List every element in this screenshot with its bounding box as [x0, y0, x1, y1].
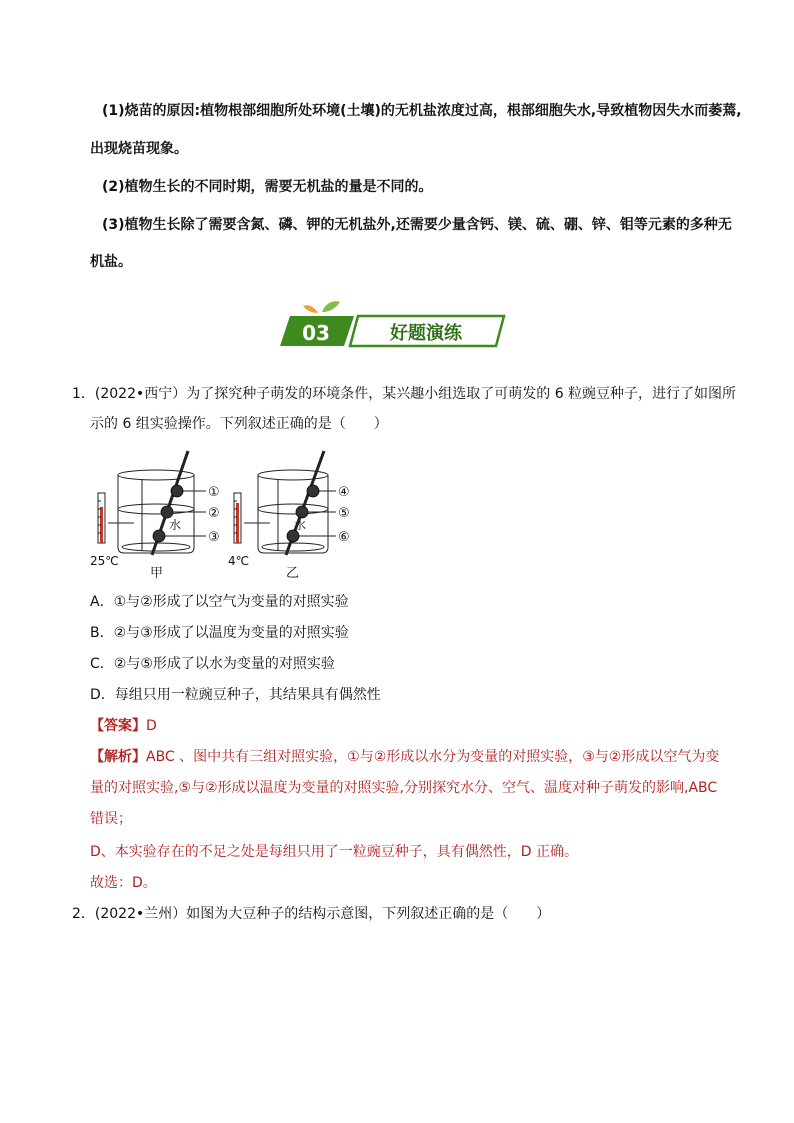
note-2: (2)植物生长的不同时期，需要无机盐的量是不同的。	[102, 179, 433, 195]
water-label-right: 水	[294, 518, 307, 532]
q1-analysis-line-2: 量的对照实验,⑤与②形成以温度为变量的对照实验,分别探究水分、空气、温度对种子萌发的影响,ABC	[90, 780, 718, 796]
q1-option-a: A．①与②形成了以空气为变量的对照实验	[90, 594, 349, 610]
marker-2: ②	[208, 506, 220, 521]
note-1-line-1: (1)烧苗的原因:植物根部细胞所处环境(土壤)的无机盐浓度过高，根部细胞失水,导致植物因失水而萎蔫,	[102, 103, 742, 119]
q1-answer	[90, 716, 157, 736]
banner-title: 好题演练	[390, 323, 462, 344]
banner-number: 03	[302, 321, 330, 345]
seed-5	[296, 506, 308, 518]
q1-option-b: B．②与③形成了以温度为变量的对照实验	[90, 625, 349, 641]
seed-2	[161, 506, 173, 518]
q1-analysis-line-1	[90, 747, 719, 767]
note-3-line-2: 机盐。	[90, 254, 132, 270]
answer-label: 【答案】	[90, 718, 146, 734]
figure-label-right: 乙	[286, 566, 300, 581]
seed-3	[153, 530, 165, 542]
q2-stem: 2．(2022•兰州）如图为大豆种子的结构示意图，下列叙述正确的是（ ）	[72, 906, 551, 922]
seed-4	[307, 485, 319, 497]
temp-label-left: 25℃	[90, 554, 119, 568]
marker-3: ③	[208, 530, 220, 545]
analysis-text-1: ABC 、图中共有三组对照实验，①与②形成以水分为变量的对照实验，③与②形成以空气为变	[146, 749, 720, 765]
marker-1: ①	[208, 485, 220, 500]
note-1-line-2: 出现烧苗现象。	[90, 141, 188, 157]
q1-analysis-line-4: D、本实验存在的不足之处是每组只用了一粒豌豆种子，具有偶然性，D 正确。	[90, 844, 579, 860]
water-label-left: 水	[169, 518, 182, 532]
marker-6: ⑥	[338, 530, 350, 545]
marker-4: ④	[338, 485, 350, 500]
q1-experiment-figure	[88, 447, 358, 585]
figure-label-left: 甲	[150, 566, 164, 581]
q1-analysis-line-3: 错误；	[90, 811, 132, 827]
q1-option-c: C．②与⑤形成了以水为变量的对照实验	[90, 656, 335, 672]
q1-analysis-line-5: 故选：D。	[90, 875, 157, 891]
q1-option-d: D．每组只用一粒豌豆种子，其结果具有偶然性	[90, 687, 381, 703]
section-banner	[278, 300, 508, 350]
leaf-icon	[322, 301, 340, 312]
marker-5: ⑤	[338, 506, 350, 521]
temp-label-right: 4℃	[228, 554, 250, 568]
seed-1	[171, 485, 183, 497]
analysis-label: 【解析】	[90, 749, 146, 765]
note-3-line-1: (3)植物生长除了需要含氮、磷、钾的无机盐外,还需要少量含钙、镁、硫、硼、锌、钼等元素的多种无	[102, 217, 732, 233]
q1-stem-line-1: 1．(2022•西宁）为了探究种子萌发的环境条件，某兴趣小组选取了可萌发的 6 粒豌豆种子，进行了如图所	[72, 386, 737, 402]
answer-value: D	[146, 718, 157, 734]
leaf-icon-orange	[303, 305, 318, 313]
q1-stem-line-2: 示的 6 组实验操作。下列叙述正确的是（ ）	[90, 416, 388, 432]
